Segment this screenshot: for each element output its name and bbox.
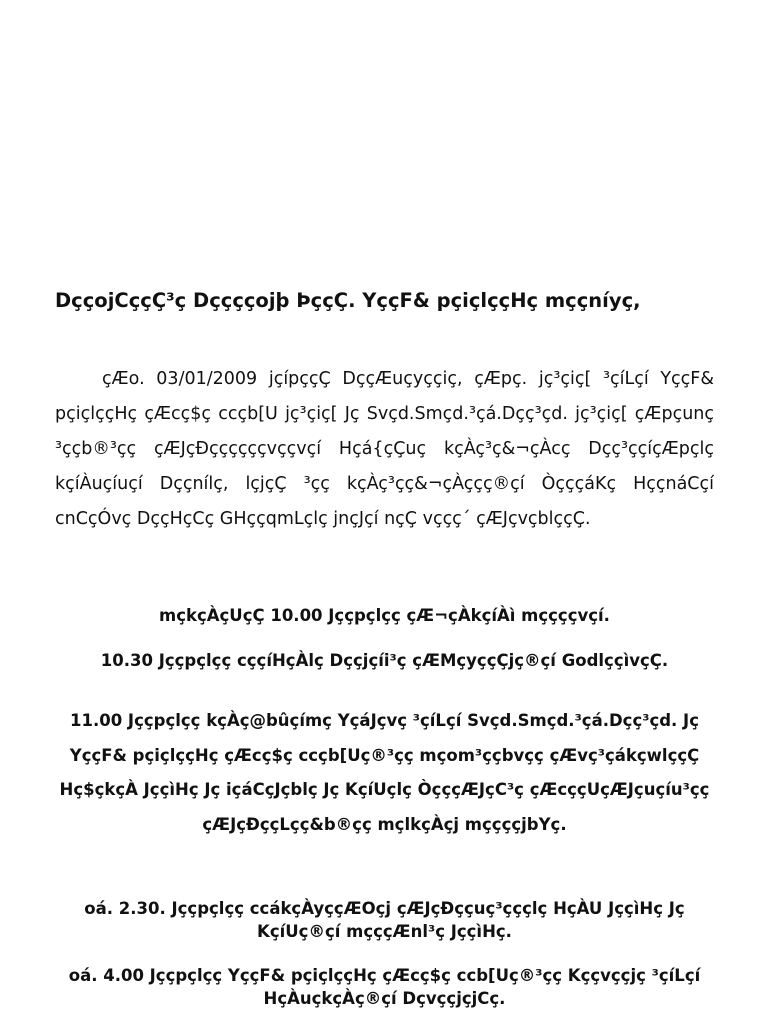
schedule-item: 11.00 Jççpçlçç kçÀç@bûçímç YçáJçvç ³çíLçí Svçd.Smçd.³çá.Dçç³çd. Jç YççF& pçiçlççHç çÆcç$ç ccçb[Uç®³çç mçom³ççbvçç çÆvç³çákçwlççÇ Hç$çkçÀ JççìHç Jç içáCçJçblç Jç KçíUçlç ÒçççÆJçC³ç çÆcççUçÆJçuçíu³çç çÆJçÐççLçç&b®çç mçlkçÀçj mççççjbYç. bbox=[59, 711, 710, 834]
salutation-heading: DççojCççÇ³ç Dççççojþ ÞççÇ. YççF& pçiçlççHç mççníyç, bbox=[55, 289, 641, 312]
schedule-item: 10.30 Jççpçlçç cççíHçÀlç Dççjçíi³ç çÆMçyççÇjç®çí GodlççìvçÇ. bbox=[100, 651, 669, 670]
schedule-item: mçkçÀçUçÇ 10.00 Jççpçlçç çÆ¬çÀkçíÀì mççççvçí. bbox=[159, 606, 610, 625]
document-page bbox=[55, 0, 714, 1024]
body-paragraph: çÆo. 03/01/2009 jçípççÇ DççÆuçyççiç, çÆpç. jç³çiç[ ³çíLçí YççF& pçiçlççHç çÆcç$ç ccçb[U jç³çiç[ Jç Svçd.Smçd.³çá.Dçç³çd. jç³çiç[ çÆpçunç ³ççb®³çç çÆJçÐççççççvççvçí Hçá{çÇuç kçÀç³ç&¬çÀcç Dçç³ççíçÆpçlç kçíÀuçíuçí Dççnílç, lçjçÇ ³çç kçÀç³çç&¬çÀççç®çí ÒçççáKç HççnáCçí cnCçÓvç DççHçCç GHççqmLçlç jnçJçí nçÇ vççç´ çÆJçvçblççÇ. bbox=[55, 369, 714, 529]
schedule-item: oá. 2.30. Jççpçlçç ccákçÀyççÆOçj çÆJçÐççuç³çççlç HçÀU JççìHç Jç KçíUç®çí mçççÆnl³ç JççìHç. bbox=[84, 899, 685, 941]
schedule-item: oá. 4.00 Jççpçlçç YççF& pçiçlççHç çÆcç$ç ccb[Uç®³çç Kççvççjç ³çíLçí HçÀuçkçÀç®çí DçvççjçjCç. bbox=[68, 966, 701, 1008]
